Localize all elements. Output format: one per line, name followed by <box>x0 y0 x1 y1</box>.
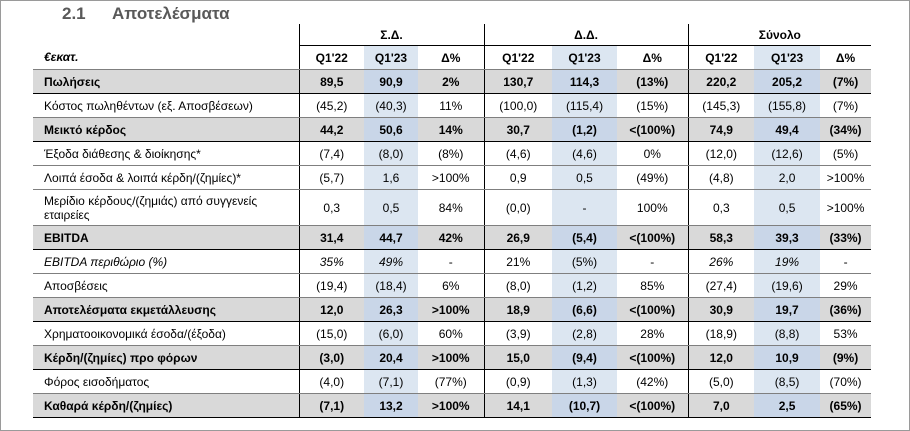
table-row <box>33 322 871 346</box>
table-cell: 2,5 <box>754 394 820 418</box>
table-cell: 26,9 <box>484 226 552 250</box>
group-header-blank <box>33 24 299 46</box>
table-cell: 0,3 <box>299 190 364 226</box>
table-cell: (4,8) <box>688 166 754 190</box>
column-header-q1-22: Q1'22 <box>484 46 552 70</box>
table-cell: (7,4) <box>299 142 364 166</box>
table-row <box>33 118 871 142</box>
table-cell: (8,8) <box>754 322 820 346</box>
table-cell: (49%) <box>617 166 688 190</box>
table-cell: 11% <box>418 94 484 118</box>
table-cell: (40,3) <box>364 94 418 118</box>
table-cell: 44,7 <box>364 226 418 250</box>
table-cell: (19,4) <box>299 274 364 298</box>
table-cell: 0,5 <box>552 166 617 190</box>
table-cell: >100% <box>418 166 484 190</box>
table-cell: (155,8) <box>754 94 820 118</box>
table-cell: (9%) <box>820 346 871 370</box>
table-cell: 19,7 <box>754 298 820 322</box>
table-cell: >100% <box>418 394 484 418</box>
table-cell: 7,0 <box>688 394 754 418</box>
table-cell: 30,9 <box>688 298 754 322</box>
table-cell: 18,9 <box>484 298 552 322</box>
table-cell: 19% <box>754 250 820 274</box>
table-cell: 44,2 <box>299 118 364 142</box>
table-cell: 42% <box>418 226 484 250</box>
table-cell: 50,6 <box>364 118 418 142</box>
table-cell: (8,0) <box>364 142 418 166</box>
table-cell: (13%) <box>617 70 688 94</box>
table-cell: (3,9) <box>484 322 552 346</box>
table-cell: (3,0) <box>299 346 364 370</box>
table-cell: (15%) <box>617 94 688 118</box>
table-cell: 35% <box>299 250 364 274</box>
row-label: Κόστος πωληθέντων (εξ. Αποσβέσεων) <box>33 94 299 118</box>
table-cell: (1,2) <box>552 118 617 142</box>
table-cell: 2,0 <box>754 166 820 190</box>
table-cell: (5,0) <box>688 370 754 394</box>
column-header-delta: Δ% <box>617 46 688 70</box>
table-cell: 130,7 <box>484 70 552 94</box>
table-cell: (42%) <box>617 370 688 394</box>
row-label: Αποτελέσματα εκμετάλλευσης <box>33 298 299 322</box>
group-header-total: Σύνολο <box>688 24 871 46</box>
table-cell: 53% <box>820 322 871 346</box>
table-cell: 1,6 <box>364 166 418 190</box>
table-cell: 14,1 <box>484 394 552 418</box>
table-cell: 85% <box>617 274 688 298</box>
row-label: Αποσβέσεις <box>33 274 299 298</box>
table-cell: (36%) <box>820 298 871 322</box>
table-cell: 15,0 <box>484 346 552 370</box>
column-header-delta: Δ% <box>820 46 871 70</box>
table-cell: <(100%) <box>617 394 688 418</box>
table-row <box>33 298 871 322</box>
table-cell: <(100%) <box>617 346 688 370</box>
table-cell: (4,0) <box>299 370 364 394</box>
column-header-q1-22: Q1'22 <box>688 46 754 70</box>
section-number: 2.1 <box>62 4 86 23</box>
section-heading <box>62 4 230 26</box>
table-cell: (0,9) <box>484 370 552 394</box>
table-cell: (5%) <box>820 142 871 166</box>
table-cell: 114,3 <box>552 70 617 94</box>
table-cell: (7%) <box>820 94 871 118</box>
column-header-q1-23: Q1'23 <box>552 46 617 70</box>
row-label: Καθαρά κέρδη/(ζημίες) <box>33 394 299 418</box>
table-cell: 28% <box>617 322 688 346</box>
table-cell: (27,4) <box>688 274 754 298</box>
table-cell: 0,5 <box>754 190 820 226</box>
table-cell: (70%) <box>820 370 871 394</box>
table-cell: (1,2) <box>552 274 617 298</box>
table-cell: (100,0) <box>484 94 552 118</box>
table-row <box>33 394 871 418</box>
table-cell: 0,9 <box>484 166 552 190</box>
table-cell: 29% <box>820 274 871 298</box>
row-label: Πωλήσεις <box>33 70 299 94</box>
column-header-unit: €εκατ. <box>33 46 299 70</box>
table-cell: 60% <box>418 322 484 346</box>
table-cell: (7,1) <box>299 394 364 418</box>
table-cell: 26% <box>688 250 754 274</box>
group-header-sd: Σ.Δ. <box>299 24 484 46</box>
section-title: Αποτελέσματα <box>112 4 230 23</box>
group-header-row <box>33 24 871 46</box>
table-cell: 20,4 <box>364 346 418 370</box>
table-cell: >100% <box>820 166 871 190</box>
table-cell: (1,3) <box>552 370 617 394</box>
table-row <box>33 370 871 394</box>
column-header-q1-23: Q1'23 <box>364 46 418 70</box>
row-label: Μεικτό κέρδος <box>33 118 299 142</box>
table-cell: (4,6) <box>552 142 617 166</box>
column-header-delta: Δ% <box>418 46 484 70</box>
table-cell: 0% <box>617 142 688 166</box>
row-label: Έξοδα διάθεσης & διοίκησης* <box>33 142 299 166</box>
table-cell: (5,4) <box>552 226 617 250</box>
table-cell: (145,3) <box>688 94 754 118</box>
table-cell: 2% <box>418 70 484 94</box>
table-cell: (18,4) <box>364 274 418 298</box>
table-cell: 74,9 <box>688 118 754 142</box>
table-row <box>33 226 871 250</box>
table-row <box>33 346 871 370</box>
table-cell: (8,0) <box>484 274 552 298</box>
table-cell: (45,2) <box>299 94 364 118</box>
table-cell: (19,6) <box>754 274 820 298</box>
table-cell: (6,0) <box>364 322 418 346</box>
table-cell: (18,9) <box>688 322 754 346</box>
table-cell: 10,9 <box>754 346 820 370</box>
row-label: Φόρος εισοδήματος <box>33 370 299 394</box>
table-cell: 12,0 <box>299 298 364 322</box>
table-row <box>33 142 871 166</box>
table-cell: 21% <box>484 250 552 274</box>
table-cell: (6,6) <box>552 298 617 322</box>
row-label: EBITDA <box>33 226 299 250</box>
row-label: Κέρδη/(ζημίες) προ φόρων <box>33 346 299 370</box>
table-cell: 0,3 <box>688 190 754 226</box>
table-cell: (9,4) <box>552 346 617 370</box>
table-cell: (65%) <box>820 394 871 418</box>
table-row <box>33 190 871 226</box>
table-row <box>33 274 871 298</box>
table-cell: <(100%) <box>617 298 688 322</box>
table-cell: (8%) <box>418 142 484 166</box>
table-cell: (0,0) <box>484 190 552 226</box>
row-label: Χρηματοοικονομικά έσοδα/(έξοδα) <box>33 322 299 346</box>
table-cell: 84% <box>418 190 484 226</box>
table-cell: >100% <box>418 298 484 322</box>
table-cell: (33%) <box>820 226 871 250</box>
column-header-row <box>33 46 871 70</box>
table-cell: (12,6) <box>754 142 820 166</box>
column-header-q1-22: Q1'22 <box>299 46 364 70</box>
table-cell: (7,1) <box>364 370 418 394</box>
table-cell: (7%) <box>820 70 871 94</box>
table-cell: (12,0) <box>688 142 754 166</box>
table-cell: 6% <box>418 274 484 298</box>
table-row <box>33 94 871 118</box>
table-cell: (4,6) <box>484 142 552 166</box>
table-cell: 13,2 <box>364 394 418 418</box>
table-cell: 39,3 <box>754 226 820 250</box>
results-table <box>33 24 871 418</box>
table-cell: >100% <box>418 346 484 370</box>
table-row <box>33 166 871 190</box>
table-cell: (77%) <box>418 370 484 394</box>
table-cell: 49% <box>364 250 418 274</box>
table-cell: 14% <box>418 118 484 142</box>
table-cell: <(100%) <box>617 226 688 250</box>
table-cell: <(100%) <box>617 118 688 142</box>
table-cell: - <box>418 250 484 274</box>
table-cell: 30,7 <box>484 118 552 142</box>
table-cell: 49,4 <box>754 118 820 142</box>
row-label: EBITDA περιθώριο (%) <box>33 250 299 274</box>
table-cell: (5,7) <box>299 166 364 190</box>
table-cell: 220,2 <box>688 70 754 94</box>
group-header-dd: Δ.Δ. <box>484 24 688 46</box>
table-cell: 89,5 <box>299 70 364 94</box>
table-cell: (5%) <box>552 250 617 274</box>
table-cell: (10,7) <box>552 394 617 418</box>
column-header-q1-23: Q1'23 <box>754 46 820 70</box>
table-cell: (15,0) <box>299 322 364 346</box>
row-label: Μερίδιο κέρδους/(ζημιάς) από συγγενείς εταιρείες <box>33 190 299 226</box>
table-row <box>33 70 871 94</box>
table-cell: - <box>820 250 871 274</box>
table-row <box>33 250 871 274</box>
table-cell: 100% <box>617 190 688 226</box>
table-cell: 205,2 <box>754 70 820 94</box>
table-cell: >100% <box>820 190 871 226</box>
row-label: Λοιπά έσοδα & λοιπά κέρδη/(ζημίες)* <box>33 166 299 190</box>
table-cell: 26,3 <box>364 298 418 322</box>
table-cell: (115,4) <box>552 94 617 118</box>
table-cell: (34%) <box>820 118 871 142</box>
table-cell: (8,5) <box>754 370 820 394</box>
table-cell: - <box>552 190 617 226</box>
table-cell: - <box>617 250 688 274</box>
table-cell: 90,9 <box>364 70 418 94</box>
table-cell: 0,5 <box>364 190 418 226</box>
table-cell: 12,0 <box>688 346 754 370</box>
table-cell: (2,8) <box>552 322 617 346</box>
table-cell: 31,4 <box>299 226 364 250</box>
table-cell: 58,3 <box>688 226 754 250</box>
